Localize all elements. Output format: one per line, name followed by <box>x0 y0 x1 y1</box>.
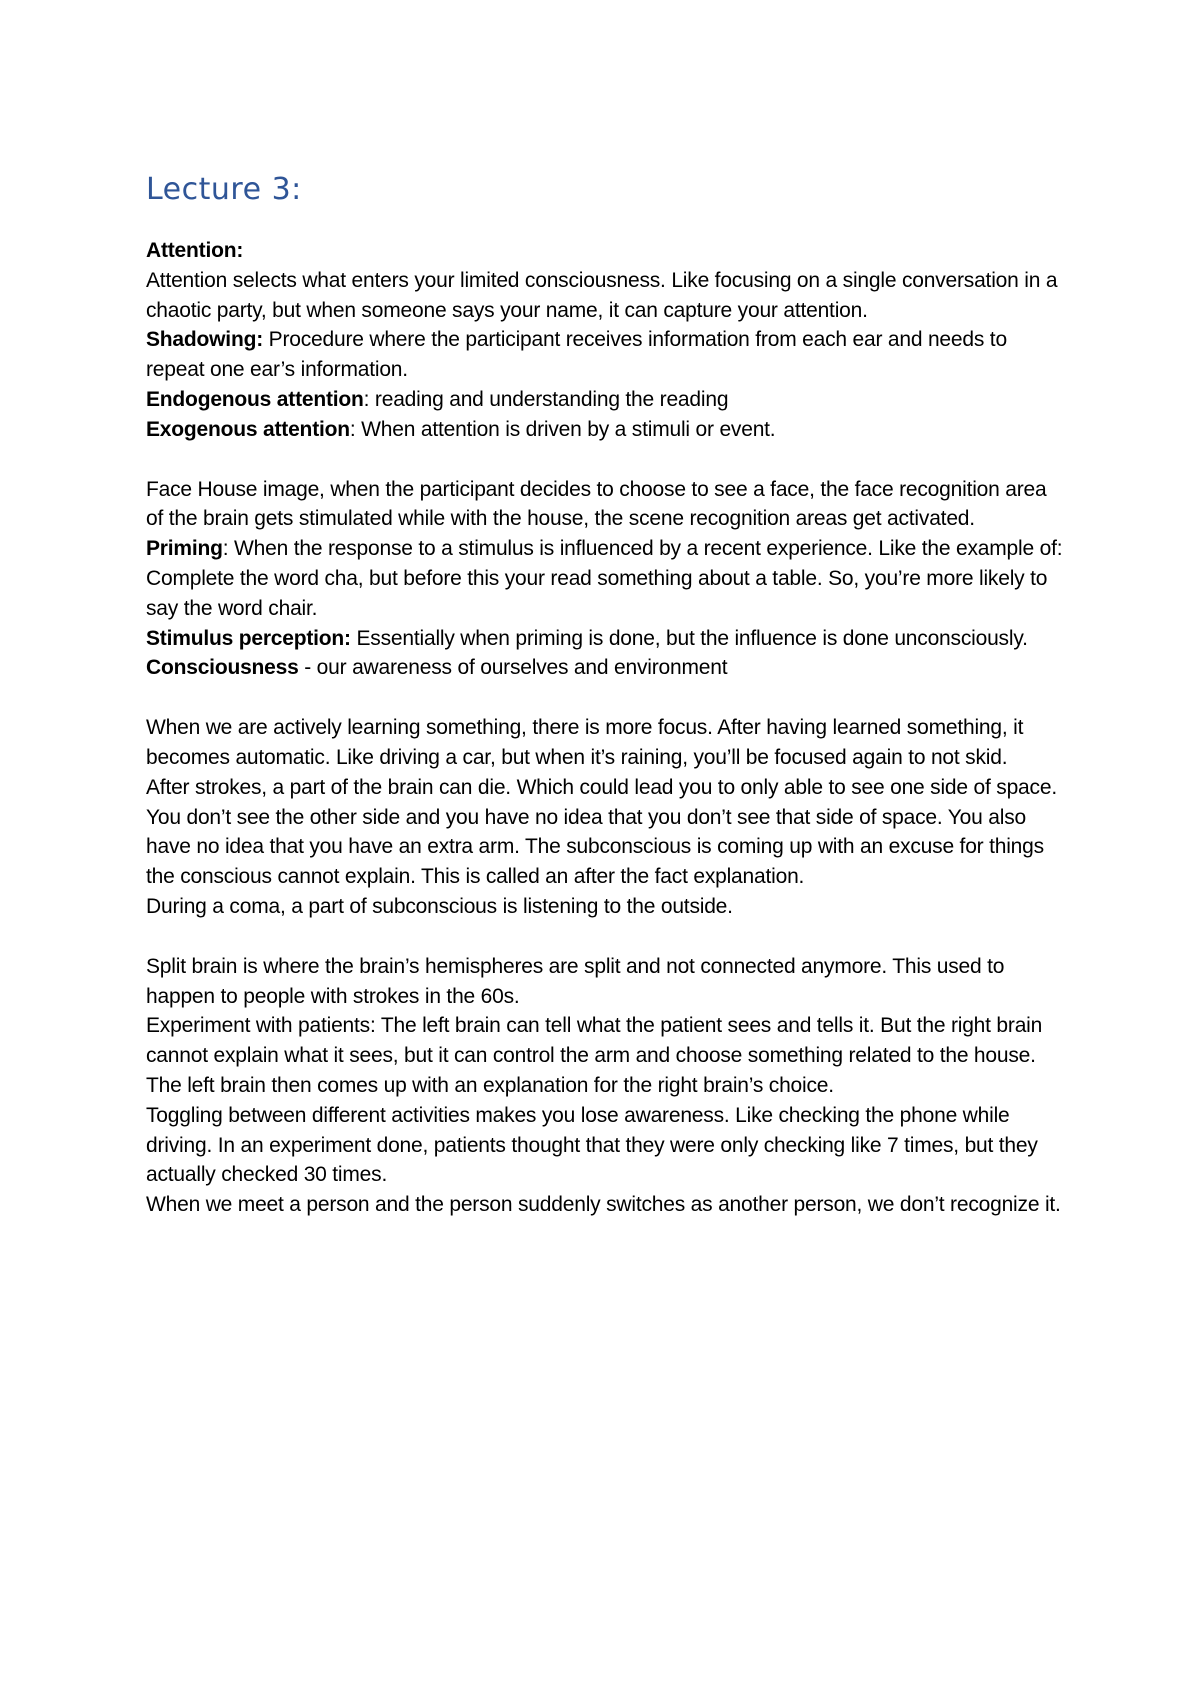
priming-paragraph <box>146 534 1066 623</box>
endogenous-term: Endogenous attention <box>146 387 364 411</box>
paragraph-gap <box>146 445 1066 475</box>
experiment-paragraph: Experiment with patients: The left brain can tell what the patient sees and tells it. But the right brain cannot explain what it sees, but it can control the arm and choose something related to the house. The left brain then comes up with an explanation for the right brain’s choice. <box>146 1014 1043 1097</box>
attention-paragraph: Attention selects what enters your limited consciousness. Like focusing on a single conversation in a chaotic party, but when someone says your name, it can capture your attention. <box>146 268 1058 322</box>
priming-term: Priming <box>146 537 223 561</box>
page-title: Lecture 3: <box>146 172 302 207</box>
shadowing-definition: Procedure where the participant receives information from each ear and needs to repeat one ear’s information. <box>146 328 1007 382</box>
toggling-paragraph: Toggling between different activities makes you lose awareness. Like checking the phone while driving. In an experiment done, patients thought that they were only checking like 7 times, but they actually checked 30 times. <box>146 1103 1038 1187</box>
attention-heading <box>146 236 1066 266</box>
strokes-paragraph: After strokes, a part of the brain can die. Which could lead you to only able to see one side of space. You don’t see the other side and you have no idea that you don’t see that side of space. You also have no idea that you have an extra arm. The subconscious is coming up with an excuse for things the conscious cannot explain. This is called an after the fact explanation. <box>146 775 1057 889</box>
coma-paragraph: During a coma, a part of subconscious is listening to the outside. <box>146 894 733 918</box>
consciousness-definition: - our awareness of ourselves and environment <box>298 656 728 680</box>
document-page <box>146 170 1066 1220</box>
endogenous-paragraph <box>146 385 1066 415</box>
exogenous-paragraph <box>146 415 1066 445</box>
person-switch-paragraph: When we meet a person and the person suddenly switches as another person, we don’t recognize it. <box>146 1193 1061 1217</box>
shadowing-term: Shadowing: <box>146 328 263 352</box>
shadowing-paragraph <box>146 325 1066 385</box>
exogenous-definition: : When attention is driven by a stimuli or event. <box>349 417 776 441</box>
priming-definition: : When the response to a stimulus is influenced by a recent experience. Like the example of: Complete the word cha, but before this your read something about a table. So, you’re more likely to say the word chair. <box>146 537 1063 620</box>
paragraph-gap <box>146 922 1066 952</box>
endogenous-definition: : reading and understanding the reading <box>363 387 729 411</box>
split-brain-paragraph: Split brain is where the brain’s hemispheres are split and not connected anymore. This used to happen to people with strokes in the 60s. <box>146 954 1005 1008</box>
attention-term: Attention: <box>146 239 244 262</box>
consciousness-paragraph <box>146 653 1066 683</box>
paragraph-gap <box>146 683 1066 713</box>
stimulus-perception-term: Stimulus perception: <box>146 626 351 650</box>
learning-paragraph: When we are actively learning something, there is more focus. After having learned something, it becomes automatic. Like driving a car, but when it’s raining, you’ll be focused again to not skid. <box>146 716 1024 769</box>
exogenous-term: Exogenous attention <box>146 417 350 441</box>
stimulus-perception-paragraph <box>146 624 1066 654</box>
consciousness-term: Consciousness <box>146 656 299 680</box>
stimulus-perception-definition: Essentially when priming is done, but the influence is done unconsciously. <box>350 626 1028 650</box>
face-house-paragraph: Face House image, when the participant decides to choose to see a face, the face recognition area of the brain gets stimulated while with the house, the scene recognition areas get activated. <box>146 477 1047 531</box>
